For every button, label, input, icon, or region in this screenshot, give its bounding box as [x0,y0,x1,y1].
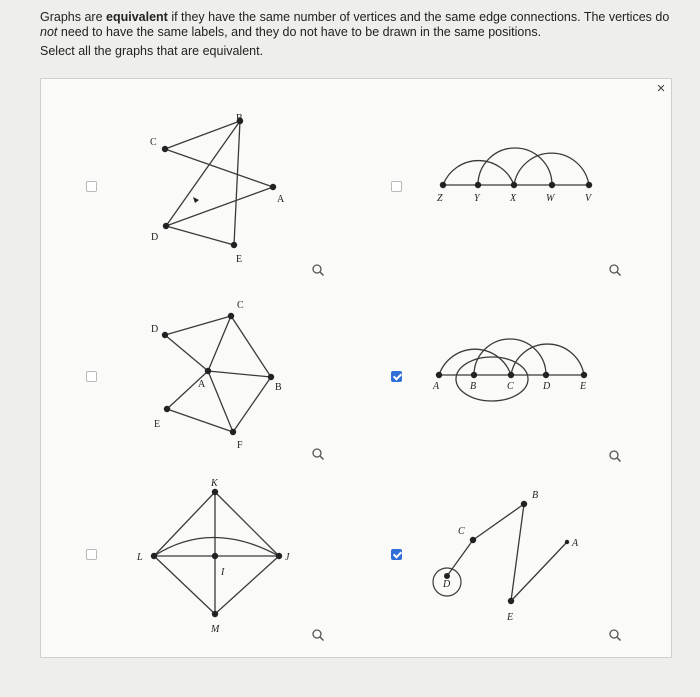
close-icon[interactable]: × [656,80,666,97]
checkbox-graph-5[interactable] [86,549,97,560]
vertex-label: L [137,552,143,563]
vertex-label: C [150,137,157,148]
vertex-label: W [546,193,555,204]
checkbox-graph-3[interactable] [86,371,97,382]
vertex-label: D [443,579,451,590]
vertex-label: Z [437,193,443,204]
instr-text-2: if they have the same number of vertices and the same edge connections. The vertices do [167,10,670,24]
vertex-label: M [211,624,220,635]
checkbox-graph-2[interactable] [391,181,402,192]
vertex-label: D [151,324,159,335]
vertex-label: B [470,381,477,392]
vertex-label: D [543,381,551,392]
vertex-label: Y [474,193,480,204]
vertex-label: F [237,440,243,451]
vertex-label: C [237,300,244,311]
vertex-label: V [585,193,592,204]
instr-select-all: Select all the graphs that are equivalent. [40,44,264,58]
vertex-label: E [154,419,161,430]
vertex-label: A [277,194,285,205]
vertex-label: E [580,381,587,392]
checkbox-graph-4[interactable] [391,371,402,382]
vertex-label: A [433,381,440,392]
vertex-label: E [236,254,243,265]
instr-text-3: need to have the same labels, and they do not have to be drawn in the same positions. [57,25,542,39]
vertex-label: C [458,526,465,537]
graph-1 [131,109,331,269]
instructions [40,10,690,59]
vertex-label: E [507,612,514,623]
zoom-icon-graph-1[interactable] [311,263,325,277]
vertex-label: I [221,567,225,578]
zoom-icon-graph-3[interactable] [311,447,325,461]
answer-panel [40,78,672,658]
zoom-icon-graph-4[interactable] [608,449,622,463]
instr-text-1: Graphs are [40,10,107,24]
vertex-label: B [532,490,539,501]
cursor-icon [193,197,199,203]
graph-3 [131,294,331,454]
graph-4 [426,319,626,409]
vertex-label: D [151,232,159,243]
zoom-icon-graph-5[interactable] [311,628,325,642]
vertex-label: K [211,478,218,489]
vertex-label: B [236,113,243,124]
vertex-label: X [510,193,517,204]
instr-bold-equivalent: equivalent [106,10,168,24]
vertex-label: A [572,538,579,549]
graph-6 [426,484,626,634]
checkbox-graph-1[interactable] [86,181,97,192]
vertex-label: C [507,381,514,392]
zoom-icon-graph-6[interactable] [608,628,622,642]
graph-2 [426,129,626,219]
graph-5 [131,474,331,644]
instructions-paragraph [40,10,690,40]
instr-italic-not: not [40,25,58,39]
vertex-label: B [275,382,282,393]
vertex-label: A [198,379,206,390]
vertex-label: J [285,552,290,563]
checkbox-graph-6[interactable] [391,549,402,560]
zoom-icon-graph-2[interactable] [608,263,622,277]
